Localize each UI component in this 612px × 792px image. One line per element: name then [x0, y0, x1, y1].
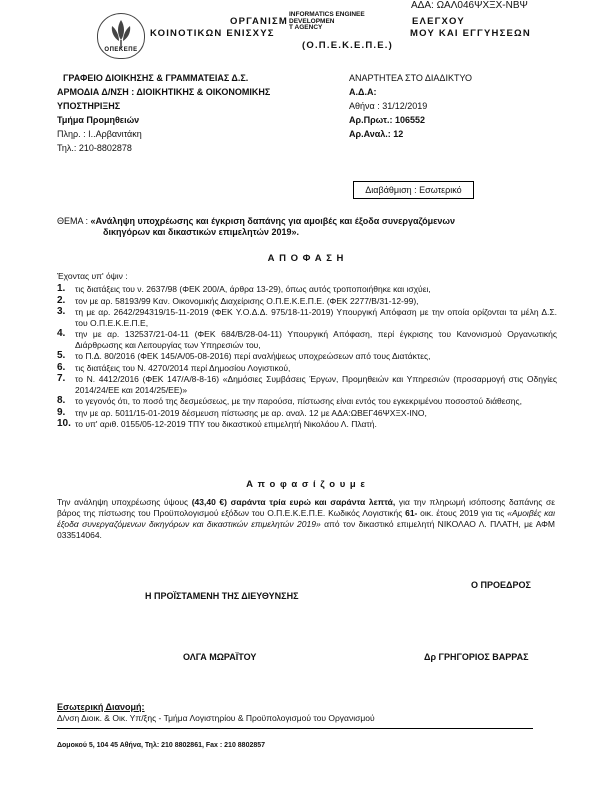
decision-amount: (43,40 €) σαράντα τρία ευρώ και σαράντα λεπτά, — [191, 497, 396, 507]
informatics-overlay — [289, 12, 365, 32]
item-text: τις διατάξεις του ν. 2637/98 (ΦΕΚ 200/Α, άρθρα 13-29), όπως αυτός τροποποιήθηκε και ισχύει, — [75, 284, 431, 294]
directorate-line-2: ΥΠΟΣΤΗΡΙΞΗΣ — [57, 101, 121, 111]
ada-label: Α.Δ.Α: — [349, 87, 377, 97]
item-text: το Ν. 4412/2016 (ΦΕΚ 147/Α/8-8-16) «Δημόσιες Συμβάσεις Έργων, Προμηθειών και Υπηρεσιών (προσαρμογή στις Οδηγίες 2014/24/ΕΕ και 2014/25/ΕΕ)» — [75, 374, 557, 395]
protocol-number: Αρ.Πρωτ.: 106552 — [349, 115, 426, 125]
post-online-label: ΑΝΑΡΤΗΤΕΑ ΣΤΟ ΔΙΑΔΙΚΤΥΟ — [349, 73, 472, 83]
org-line-3: (Ο.Π.Ε.Κ.Ε.Π.Ε.) — [302, 40, 393, 51]
document-meta — [349, 71, 472, 141]
item-number: 2. — [57, 294, 66, 306]
list-item — [57, 296, 557, 307]
org-line-1-tail: ΕΛΕΓΧΟΥ — [412, 16, 465, 27]
item-number: 10. — [57, 418, 71, 429]
info-line-2: DEVELOPMEN — [289, 17, 335, 25]
having-seen-label: Έχοντας υπ' όψιν : — [57, 271, 128, 281]
decision-heading: Α Π Ο Φ Α Σ Η — [267, 253, 345, 264]
item-text: το γεγονός ότι, το ποσό της δεσμεύσεως, με την παρούσα, πίστωσης είναι εντός του εγκεκριμένου ποσοστού διάθεσης, — [75, 396, 522, 406]
subject-line-1: «Ανάληψη υποχρέωσης και έγκριση δαπάνης για αμοιβές και έξοδα συνεργαζόμενων — [90, 216, 456, 226]
director-name: ΟΛΓΑ ΜΩΡΑΪΤΟΥ — [183, 652, 257, 662]
list-item — [57, 351, 557, 362]
item-text: την με αρ. 132537/21-04-11 (ΦΕΚ 684/Β/28-04-11) Υπουργική Απόφαση, περί έγκρισης του Κανονισμού Οργανωτικής Διάρθρωσης και Λειτουργίας των Υπηρεσιών του, — [75, 329, 557, 350]
org-line-2: ΚΟΙΝΟΤΙΚΩΝ ΕΝΙΣΧΥΣ — [150, 28, 275, 39]
org-line-2-tail: ΜΟΥ ΚΑΙ ΕΓΓΥΗΣΕΩΝ — [410, 28, 531, 39]
list-item — [57, 419, 557, 430]
item-number: 3. — [57, 306, 66, 317]
date-label: Αθήνα : 31/12/2019 — [349, 101, 428, 111]
internal-distribution-text: Δ/νση Διοικ. & Οικ. Υπ/ξης - Τμήμα Λογιστηρίου & Προϋπολογισμού του Οργανισμού — [57, 713, 375, 723]
subject-label: ΘΕΜΑ : — [57, 216, 89, 226]
logo-text: ΟΠΕΚΕΠΕ — [104, 47, 138, 53]
subject-block — [57, 216, 557, 238]
organization-logo — [97, 13, 145, 59]
item-number: 8. — [57, 395, 66, 406]
phone-contact: Τηλ.: 210-8802878 — [57, 143, 132, 153]
list-item — [57, 374, 557, 395]
list-item — [57, 408, 557, 419]
item-number: 7. — [57, 373, 66, 384]
decision-text-2: για την πληρωμή ισόποσης δαπάνης σε βάρος της πίστωσης του Προϋπολογισμού εξόδων του Ο.Π.Ε.Κ.Ε.Π.Ε. Κωδικός Λογιστικής — [57, 497, 555, 518]
footer-divider — [57, 728, 533, 729]
item-number: 4. — [57, 328, 66, 339]
list-item — [57, 329, 557, 350]
anal-number: Αρ.Αναλ.: 12 — [349, 129, 404, 139]
item-text: τη με αρ. 2642/294319/15-11-2019 (ΦΕΚ Υ.Ο.Δ.Δ. 975/18-11-2019) Υπουργική Απόφαση με την οποία ορίζονται τα μέλη Δ.Σ. του Ο.Π.Ε.Κ.Ε.Π.Ε, — [75, 307, 557, 328]
list-item — [57, 396, 557, 407]
internal-distribution-title: Εσωτερική Διανομή: — [57, 702, 145, 712]
item-number: 1. — [57, 283, 66, 294]
ada-top-label: ΑΔΑ: ΩΑΛ046ΨΧΞΧ-ΝΒΨ — [411, 0, 528, 11]
info-line-1: INFORMATICS ENGINEE — [289, 11, 365, 18]
item-text: το υπ' αριθ. 0155/05-12-2019 ΤΠΥ του δικαστικού επιμελητή Νικολάου Λ. Πλατή. — [75, 419, 377, 429]
item-number: 9. — [57, 406, 66, 418]
decision-paragraph — [57, 497, 555, 541]
item-text: τις διατάξεις του Ν. 4270/2014 περί Δημοσίου Λογιστικού, — [75, 362, 291, 373]
item-text: την με αρ. 5011/15-01-2019 δέσμευση πίστωσης με αρ. αναλ. 12 με ΑΔΑ:ΩΒΕΓ46ΨΧΞΧ-ΙΝΟ, — [75, 407, 427, 418]
decision-text-3: οικ. έτους 2019 για τις — [417, 508, 508, 518]
info-contact: Πληρ. : Ι..Αρβανιτάκη — [57, 129, 142, 139]
info-line-3: T AGENCY — [289, 24, 323, 31]
president-name: Δρ ΓΡΗΓΟΡΙΟΣ ΒΑΡΡΑΣ — [424, 652, 529, 662]
subject-line-2: δικηγόρων και δικαστικών επιμελητών 2019». — [103, 227, 299, 237]
item-number: 6. — [57, 361, 66, 373]
classification-box: Διαβάθμιση : Εσωτερικό — [353, 181, 474, 199]
office-name: ΓΡΑΦΕΙΟ ΔΙΟΙΚΗΣΗΣ & ΓΡΑΜΜΑΤΕΙΑΣ Δ.Σ. — [63, 73, 249, 83]
president-title: Ο ΠΡΟΕΔΡΟΣ — [471, 580, 531, 590]
item-text: τον με αρ. 58193/99 Καν. Οικονομικής Διαχείρισης Ο.Π.Ε.Κ.Ε.Π.Ε. (ΦΕΚ 2277/Β/31-12-99), — [75, 295, 419, 306]
department-name: Τμήμα Προμηθειών — [57, 115, 140, 125]
footer-address: Δομοκού 5, 104 45 Αθήνα, Τηλ: 210 8802861, Fax : 210 8802857 — [57, 742, 266, 749]
item-text: το Π.Δ. 80/2016 (ΦΕΚ 145/Α/05-08-2016) περί αναλήψεως υποχρεώσεων από τους Διατάκτες, — [75, 351, 431, 361]
sender-block — [57, 71, 270, 155]
item-number: 5. — [57, 350, 66, 361]
decide-heading: Α π ο φ α σ ί ζ ο υ μ ε — [246, 479, 366, 490]
list-item — [57, 284, 557, 295]
list-item — [57, 307, 557, 328]
decision-text-4: από τον δικαστικό επιμελητή ΝΙΚΟΛΑΟ Λ. ΠΛΑΤΗ, με ΑΦΜ 033514064. — [57, 519, 555, 540]
decision-title: «Αμοιβές και έξοδα συνεργαζόμενων δικηγόρων και δικαστικών επιμελητών 2019» — [57, 508, 555, 529]
considerations-list — [57, 284, 557, 431]
decision-text-1: Την ανάληψη υποχρέωσης ύψους — [57, 497, 192, 507]
org-line-1: ΟΡΓΑΝΙΣΜ — [230, 16, 288, 27]
director-title: Η ΠΡΟΪΣΤΑΜΕΝΗ ΤΗΣ ΔΙΕΥΘΥΝΣΗΣ — [145, 591, 299, 601]
directorate-line-1: ΑΡΜΟΔΙΑ Δ/ΝΣΗ : ΔΙΟΙΚΗΤΙΚΗΣ & ΟΙΚΟΝΟΜΙΚΗΣ — [57, 87, 271, 97]
list-item — [57, 363, 557, 374]
accounting-code: 61- — [405, 508, 418, 518]
